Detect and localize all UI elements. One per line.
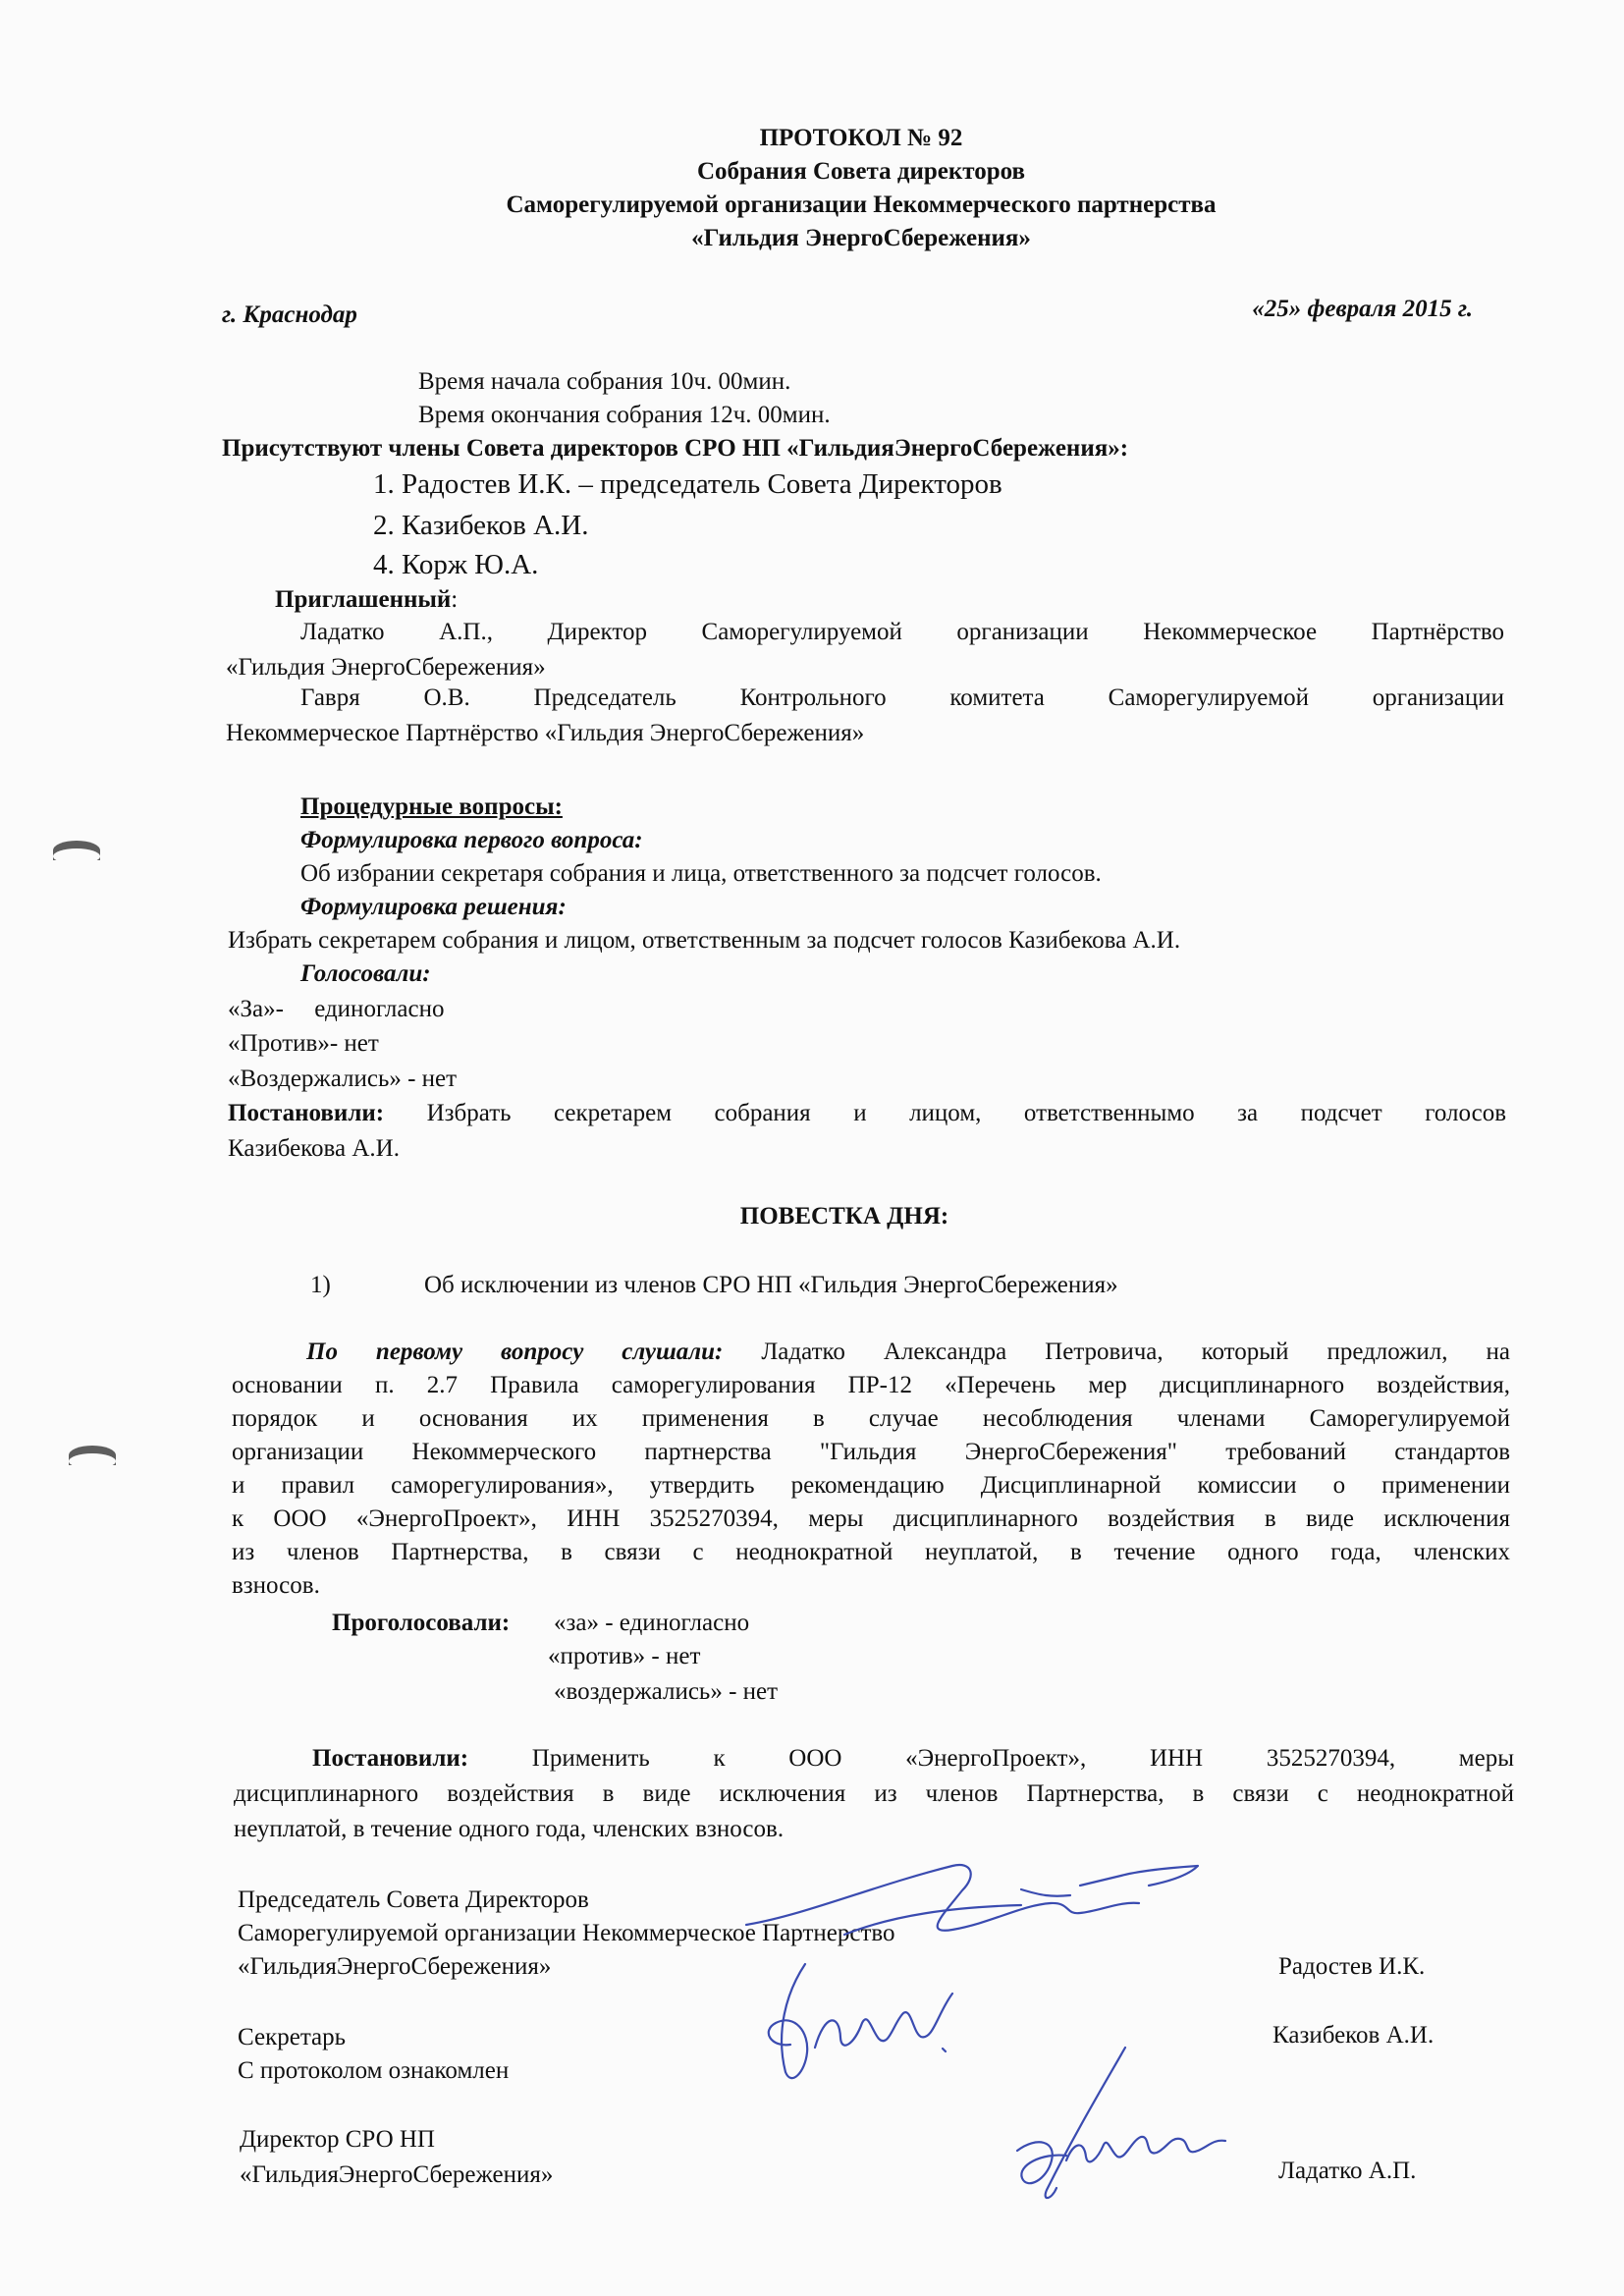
secretary-title-line1: Секретарь bbox=[238, 2024, 347, 2050]
first-question-line3: порядок и основания их применения в случае несоблюдения членами Саморегулируемой bbox=[232, 1405, 1510, 1432]
director-signature bbox=[998, 2043, 1233, 2210]
procedural-heading: Процедурные вопросы: bbox=[300, 793, 563, 820]
procedural-resolved-line1 bbox=[228, 1097, 1506, 1130]
chair-signature bbox=[727, 1846, 1237, 1954]
time-start: Время начала собрания 10ч. 00мин. bbox=[418, 368, 791, 395]
procedural-decision-label: Формулировка решения: bbox=[300, 894, 567, 920]
first-question-voted-label: Проголосовали: bbox=[332, 1610, 511, 1636]
chair-title-line3: «ГильдияЭнергоСбережения» bbox=[238, 1953, 552, 1980]
invited-1-line2: «Гильдия ЭнергоСбережения» bbox=[226, 654, 546, 681]
first-question-line6: к ООО «ЭнергоПроект», ИНН 3525270394, меры дисциплинарного воздействия в виде исключения bbox=[232, 1505, 1510, 1532]
secretary-signature bbox=[746, 1954, 982, 2092]
invited-label: Приглашенный bbox=[275, 586, 452, 613]
first-question-line1 bbox=[306, 1336, 1510, 1369]
procedural-resolved-text: Избрать секретарем собрания и лицом, ответственнымо за подсчет голосов bbox=[426, 1100, 1507, 1126]
chair-title-line1: Председатель Совета Директоров bbox=[238, 1886, 589, 1913]
first-question-line7: из членов Партнерства, в связи с неоднократной неуплатой, в течение одного года, членских bbox=[232, 1539, 1510, 1565]
procedural-resolved-label: Постановили: bbox=[228, 1100, 385, 1126]
director-title-line2: «ГильдияЭнергоСбережения» bbox=[240, 2161, 554, 2188]
invited-2-line2: Некоммерческое Партнёрство «Гильдия ЭнергоСбережения» bbox=[226, 720, 865, 746]
director-title-line1: Директор СРО НП bbox=[240, 2126, 435, 2153]
agenda-item-text: Об исключении из членов СРО НП «Гильдия ЭнергоСбережения» bbox=[424, 1272, 1118, 1298]
punch-hole-bottom bbox=[69, 1446, 116, 1465]
first-question-line2: основании п. 2.7 Правила саморегулирования ПР-12 «Перечень мер дисциплинарного воздействия, bbox=[232, 1372, 1510, 1398]
time-end: Время окончания собрания 12ч. 00мин. bbox=[418, 402, 831, 428]
director-name: Ладатко А.П. bbox=[1278, 2158, 1417, 2184]
meeting-date: «25» февраля 2015 г. bbox=[1252, 296, 1473, 322]
invited-heading bbox=[275, 583, 458, 617]
first-question-heard-text: Ладатко Александра Петровича, который предложил, на bbox=[761, 1339, 1510, 1365]
secretary-title-line2: С протоколом ознакомлен bbox=[238, 2057, 510, 2084]
secretary-name: Казибеков А.И. bbox=[1272, 2022, 1435, 2049]
first-question-line5: и правил саморегулирования», утвердить рекомендацию Дисциплинарной комиссии о применении bbox=[232, 1472, 1510, 1499]
present-member-2: 2. Казибеков А.И. bbox=[373, 510, 589, 541]
procedural-vote-label: Голосовали: bbox=[300, 960, 431, 987]
punch-hole-top bbox=[53, 841, 100, 860]
first-question-voted-for: «за» - единогласно bbox=[554, 1610, 750, 1636]
organization-name: Саморегулируемой организации Некоммерческого партнерства bbox=[506, 191, 1217, 218]
protocol-title: ПРОТОКОЛ № 92 bbox=[759, 125, 963, 151]
organization-brand: «Гильдия ЭнергоСбережения» bbox=[691, 225, 1031, 251]
first-question-voted-abstain: «воздержались» - нет bbox=[554, 1678, 779, 1705]
procedural-decision-text: Избрать секретарем собрания и лицом, ответственным за подсчет голосов Казибекова А.И. bbox=[228, 927, 1181, 954]
invited-2-line1: Гавря О.В. Председатель Контрольного комитета Саморегулируемой организации bbox=[300, 684, 1504, 711]
chair-name: Радостев И.К. bbox=[1278, 1953, 1426, 1980]
procedural-question-text: Об избрании секретаря собрания и лица, ответственного за подсчет голосов. bbox=[300, 860, 1102, 887]
invited-colon: : bbox=[451, 586, 459, 613]
first-question-resolved-text: Применить к ООО «ЭнергоПроект», ИНН 3525270394, меры bbox=[531, 1745, 1514, 1772]
agenda-heading: ПОВЕСТКА ДНЯ: bbox=[739, 1203, 949, 1230]
first-question-voted-against: «против» - нет bbox=[548, 1643, 701, 1669]
procedural-resolved-line2: Казибекова А.И. bbox=[228, 1135, 400, 1162]
procedural-vote-against: «Против»- нет bbox=[228, 1030, 379, 1057]
agenda-item-number: 1) bbox=[310, 1272, 331, 1298]
present-member-1: 1. Радостев И.К. – председатель Совета Директоров bbox=[373, 468, 1002, 500]
procedural-vote-abstain: «Воздержались» - нет bbox=[228, 1066, 458, 1092]
procedural-question-label: Формулировка первого вопроса: bbox=[300, 827, 643, 853]
first-question-resolved-line1 bbox=[312, 1742, 1514, 1776]
procedural-vote-for: «За»- единогласно bbox=[228, 996, 445, 1022]
first-question-resolved-line2: дисциплинарного воздействия в виде исключения из членов Партнерства, в связи с неоднократной bbox=[234, 1780, 1514, 1807]
first-question-resolved-label: Постановили: bbox=[312, 1745, 469, 1772]
first-question-line4: организации Некоммерческого партнерства "Гильдия ЭнергоСбережения" требований стандартов bbox=[232, 1439, 1510, 1465]
present-member-3: 4. Корж Ю.А. bbox=[373, 549, 539, 580]
first-question-line8: взносов. bbox=[232, 1572, 320, 1599]
invited-1-line1: Ладатко А.П., Директор Саморегулируемой организации Некоммерческое Партнёрство bbox=[300, 619, 1504, 645]
protocol-subtitle: Собрания Совета директоров bbox=[696, 158, 1026, 185]
present-heading: Присутствуют члены Совета директоров СРО НП «ГильдияЭнергоСбережения»: bbox=[222, 435, 1129, 462]
meeting-place: г. Краснодар bbox=[222, 301, 357, 328]
chair-title-line2: Саморегулируемой организации Некоммерческое Партнерство bbox=[238, 1920, 895, 1946]
first-question-resolved-line3: неуплатой, в течение одного года, членских взносов. bbox=[234, 1816, 785, 1842]
first-question-heard-label: По первому вопросу слушали: bbox=[306, 1339, 724, 1365]
